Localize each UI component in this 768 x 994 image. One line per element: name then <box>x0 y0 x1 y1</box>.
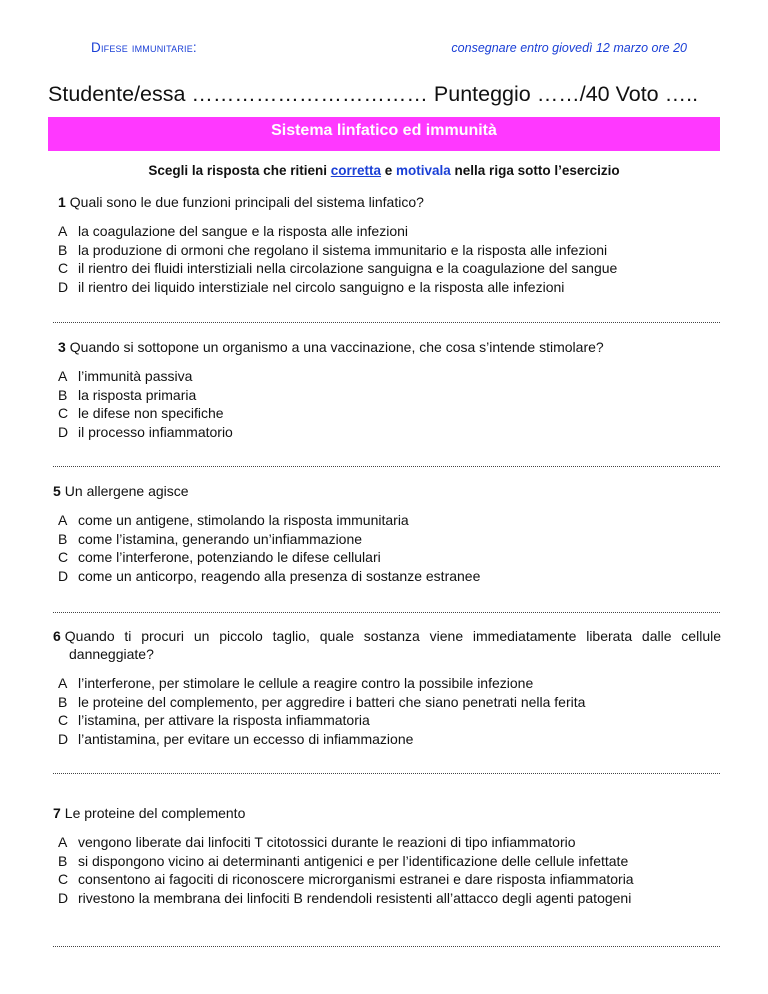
instructions-text-1: Scegli la risposta che ritieni <box>148 163 331 178</box>
question-number: 5 <box>53 483 61 499</box>
option-text: il rientro dei liquido interstiziale nel circolo sanguigno e la risposta alle infezioni <box>78 278 565 295</box>
question-text: Quali sono le due funzioni principali del sistema linfatico? <box>69 194 424 210</box>
option-text: la risposta primaria <box>78 386 197 403</box>
option-c[interactable] <box>58 711 721 730</box>
option-c[interactable] <box>58 870 722 889</box>
option-b[interactable] <box>58 530 722 549</box>
question-stem <box>58 193 722 211</box>
option-letter: B <box>58 386 68 403</box>
question-stem <box>58 338 722 356</box>
option-text: come l’interferone, potenziando le difese cellulari <box>78 549 381 565</box>
option-letter: D <box>58 567 69 584</box>
option-c[interactable] <box>58 404 722 423</box>
option-letter: B <box>58 530 68 547</box>
option-c[interactable] <box>58 548 722 567</box>
option-text: le difese non specifiche <box>78 405 224 421</box>
instructions-text-2: e <box>381 163 397 178</box>
answer-line[interactable] <box>53 773 720 774</box>
option-a[interactable] <box>58 833 722 852</box>
option-letter: D <box>58 730 69 747</box>
option-text: l’istamina, per attivare la risposta infiammatoria <box>78 712 370 728</box>
question-number: 7 <box>53 805 61 821</box>
deadline-note: consegnare entro giovedì 12 marzo ore 20 <box>451 41 687 55</box>
option-d[interactable] <box>58 889 722 908</box>
option-text: l’antistamina, per evitare un eccesso di infiammazione <box>78 730 414 747</box>
option-letter: A <box>58 512 68 528</box>
option-d[interactable] <box>58 567 722 586</box>
option-text: rivestono la membrana dei linfociti B rendendoli resistenti all’attacco degli agenti patogeni <box>78 889 632 906</box>
option-letter: C <box>58 871 69 887</box>
option-letter: C <box>58 260 69 276</box>
options-list <box>58 511 722 585</box>
option-d[interactable] <box>58 730 721 749</box>
question-stem <box>53 627 721 663</box>
option-letter: D <box>58 278 69 295</box>
page-header <box>91 40 687 58</box>
question-1 <box>58 193 722 296</box>
option-letter: A <box>58 223 68 239</box>
question-text: Un allergene agisce <box>64 483 189 499</box>
option-text: la coagulazione del sangue e la risposta alle infezioni <box>78 223 408 239</box>
option-text: consentono ai fagociti di riconoscere microrganismi estranei e dare risposta infiammatoria <box>78 871 634 887</box>
option-letter: B <box>58 693 68 710</box>
student-score-line: Studente/essa …………………………… Punteggio ……/40 Voto ….. <box>48 82 699 106</box>
question-text: Quando ti procuri un piccolo taglio, quale sostanza viene immediatamente liberata dalle cellule danneggiate? <box>64 628 721 662</box>
option-letter: C <box>58 549 69 565</box>
option-b[interactable] <box>58 241 722 260</box>
question-number: 1 <box>58 194 66 210</box>
option-b[interactable] <box>58 386 722 405</box>
option-a[interactable] <box>58 367 722 386</box>
banner-title: Sistema linfatico ed immunità <box>271 122 497 139</box>
option-text: il processo infiammatorio <box>78 423 233 440</box>
option-letter: D <box>58 889 69 906</box>
option-c[interactable] <box>58 259 722 278</box>
option-b[interactable] <box>58 852 722 871</box>
option-d[interactable] <box>58 423 722 442</box>
option-letter: A <box>58 675 68 691</box>
options-list <box>58 833 722 907</box>
question-7 <box>53 804 722 907</box>
option-text: come l’istamina, generando un’infiammazione <box>78 530 363 547</box>
option-text: la produzione di ormoni che regolano il sistema immunitario e la risposta alle infezioni <box>78 241 608 258</box>
question-text: Le proteine del complemento <box>64 805 246 821</box>
instructions <box>48 163 720 178</box>
option-letter: B <box>58 241 68 258</box>
question-number: 6 <box>53 628 61 644</box>
question-3 <box>58 338 722 441</box>
option-letter: A <box>58 834 68 850</box>
option-text: si dispongono vicino ai determinanti antigenici e per l’identificazione delle cellule infettate <box>78 852 629 869</box>
options-list <box>58 222 722 296</box>
option-text: il rientro dei fluidi interstiziali nella circolazione sanguigna e la coagulazione del sangue <box>78 260 618 276</box>
instructions-text-3: nella riga sotto l’esercizio <box>450 163 620 178</box>
answer-line[interactable] <box>53 612 720 613</box>
answer-line[interactable] <box>53 466 720 467</box>
option-letter: C <box>58 405 69 421</box>
option-text: come un anticorpo, reagendo alla presenza di sostanze estranee <box>78 567 481 584</box>
answer-line[interactable] <box>53 946 720 947</box>
question-stem <box>53 804 722 822</box>
question-text: Quando si sottopone un organismo a una vaccinazione, che cosa s’intende stimolare? <box>69 339 604 355</box>
option-letter: B <box>58 852 68 869</box>
section-banner <box>48 117 720 151</box>
option-letter: C <box>58 712 69 728</box>
option-text: le proteine del complemento, per aggredire i batteri che siano penetrati nella ferita <box>78 693 586 710</box>
instructions-correct-link: corretta <box>330 163 381 178</box>
question-number: 3 <box>58 339 66 355</box>
option-text: come un antigene, stimolando la risposta immunitaria <box>78 512 409 528</box>
option-d[interactable] <box>58 278 722 297</box>
answer-line[interactable] <box>53 322 720 323</box>
subject-title: Difese immunitarie: <box>91 40 197 55</box>
option-text: l’interferone, per stimolare le cellule a reagire contro la possibile infezione <box>78 675 534 691</box>
question-stem <box>53 482 722 500</box>
options-list <box>53 674 721 748</box>
question-6 <box>53 627 721 748</box>
option-letter: D <box>58 423 69 440</box>
option-b[interactable] <box>58 693 721 712</box>
option-letter: A <box>58 368 68 384</box>
option-text: l’immunità passiva <box>78 368 193 384</box>
option-a[interactable] <box>58 674 721 693</box>
option-text: vengono liberate dai linfociti T citotossici durante le reazioni di tipo infiammatorio <box>78 834 576 850</box>
question-5 <box>53 482 722 585</box>
option-a[interactable] <box>58 511 722 530</box>
instructions-motivate: motivala <box>396 163 451 178</box>
option-a[interactable] <box>58 222 722 241</box>
options-list <box>58 367 722 441</box>
